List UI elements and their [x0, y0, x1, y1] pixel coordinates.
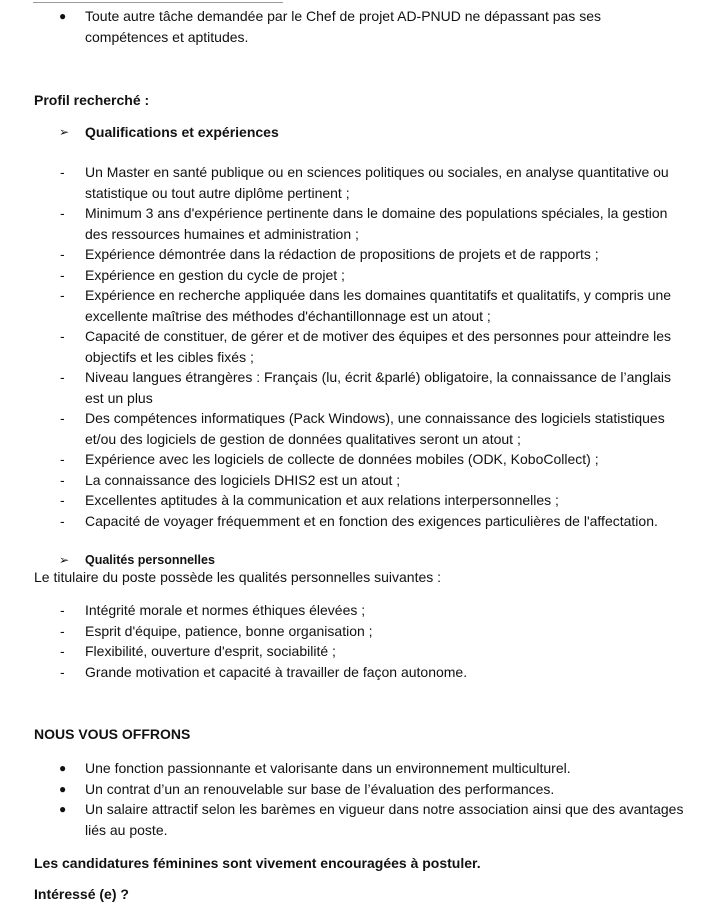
dash-icon: - — [60, 471, 65, 488]
dash-icon: - — [60, 643, 65, 659]
dash-icon: - — [60, 622, 65, 639]
list-item — [0, 511, 711, 532]
list-item — [0, 779, 711, 800]
intro-list — [0, 6, 711, 47]
list-item-text: Excellentes aptitudes à la communication et aux relations interpersonnelles ; — [85, 492, 559, 508]
list-item-text: Une fonction passionnante et valorisante dans un environnement multiculturel. — [85, 760, 571, 776]
dash-icon: - — [60, 287, 65, 303]
list-item-text: Expérience démontrée dans la rédaction de propositions de projets et de rapports ; — [85, 246, 599, 262]
list-item-text: Des compétences informatiques (Pack Windows), une connaissance des logiciels statistiques et/ou des logiciels de gestion de données qualitatives seront un atout ; — [85, 410, 665, 447]
list-item — [0, 162, 711, 203]
dash-icon: - — [60, 246, 65, 262]
section-heading-profil: Profil recherché : — [34, 92, 150, 108]
dash-icon: - — [60, 492, 65, 508]
list-item-text: La connaissance des logiciels DHIS2 est un atout ; — [85, 471, 401, 488]
list-item-text: Expérience avec les logiciels de collecte de données mobiles (ODK, KoboCollect) ; — [85, 451, 599, 467]
list-item-text: Un contrat d’un an renouvelable sur base de l’évaluation des performances. — [85, 780, 555, 797]
list-item — [0, 408, 711, 449]
list-item-text: Niveau langues étrangères : Français (lu, écrit &parlé) obligatoire, la connaissance de l’anglais est un plus — [85, 369, 671, 406]
dash-icon: - — [60, 512, 65, 529]
qualites-intro: Le titulaire du poste possède les qualités personnelles suivantes : — [34, 569, 442, 585]
offre-list — [0, 758, 711, 840]
list-item — [0, 449, 711, 470]
subheading-qualifications: Qualifications et expériences — [85, 124, 279, 140]
dash-icon: - — [60, 663, 65, 680]
dash-icon: - — [60, 205, 65, 221]
list-item-text: Un salaire attractif selon les barèmes en vigueur dans notre association ainsi que des avantages liés au poste. — [85, 801, 684, 838]
list-item-text: Minimum 3 ans d'expérience pertinente dans le domaine des populations spéciales, la gestion des ressources humaines et administration ; — [85, 205, 668, 242]
list-item-text: Grande motivation et capacité à travailler de façon autonome. — [85, 663, 468, 680]
list-item — [0, 244, 711, 265]
list-item-text: Intégrité morale et normes éthiques élevées ; — [85, 602, 366, 618]
list-item — [0, 265, 711, 286]
list-item — [0, 758, 711, 779]
bullet-icon: ● — [59, 9, 67, 23]
list-item — [0, 662, 711, 683]
interesse-text: Intéressé (e) ? — [34, 886, 129, 902]
qualifications-list — [0, 162, 711, 531]
list-item — [0, 367, 711, 408]
bullet-icon: ● — [59, 802, 67, 816]
list-item — [0, 600, 711, 621]
list-item — [0, 203, 711, 244]
list-item — [0, 285, 711, 326]
arrow-icon: ➢ — [59, 125, 70, 139]
dash-icon: - — [60, 164, 65, 180]
list-item-text: Capacité de constituer, de gérer et de motiver des équipes et des personnes pour atteindre les objectifs et les cibles fixés ; — [85, 328, 672, 365]
top-divider — [33, 2, 283, 3]
list-item — [0, 621, 711, 642]
dash-icon: - — [60, 369, 65, 385]
list-item — [0, 326, 711, 367]
dash-icon: - — [60, 602, 65, 618]
list-item-text: Expérience en recherche appliquée dans les domaines quantitatifs et qualitatifs, y compris une excellente maîtrise des méthodes d'échantillonnage est un atout ; — [85, 287, 672, 324]
list-item — [0, 6, 711, 47]
dash-icon: - — [60, 451, 65, 467]
list-item-text: Capacité de voyager fréquemment et en fonction des exigences particulières de l'affectation. — [85, 512, 658, 529]
list-item — [0, 799, 711, 840]
list-item-text: Esprit d'équipe, patience, bonne organisation ; — [85, 622, 373, 639]
section-heading-offre: NOUS VOUS OFFRONS — [34, 726, 191, 742]
list-item — [0, 490, 711, 511]
arrow-icon: ➢ — [59, 553, 70, 567]
bullet-icon: ● — [59, 761, 67, 775]
bullet-icon: ● — [59, 781, 67, 796]
list-item-text: Expérience en gestion du cycle de projet ; — [85, 266, 345, 283]
dash-icon: - — [60, 410, 65, 426]
qualites-list — [0, 600, 711, 682]
dash-icon: - — [60, 328, 65, 344]
list-item — [0, 641, 711, 662]
list-item — [0, 470, 711, 491]
list-item-text: Toute autre tâche demandée par le Chef de projet AD-PNUD ne dépassant pas ses compétences et aptitudes. — [85, 8, 601, 45]
list-item-text: Flexibilité, ouverture d'esprit, sociabilité ; — [85, 643, 336, 659]
list-item-text: Un Master en santé publique ou en sciences politiques ou sociales, en analyse quantitative ou statistique ou tout autre diplôme pertinent ; — [85, 164, 669, 201]
dash-icon: - — [60, 266, 65, 283]
subheading-qualites: Qualités personnelles — [85, 553, 215, 567]
encouragement-text: Les candidatures féminines sont vivement encouragées à postuler. — [34, 855, 481, 871]
